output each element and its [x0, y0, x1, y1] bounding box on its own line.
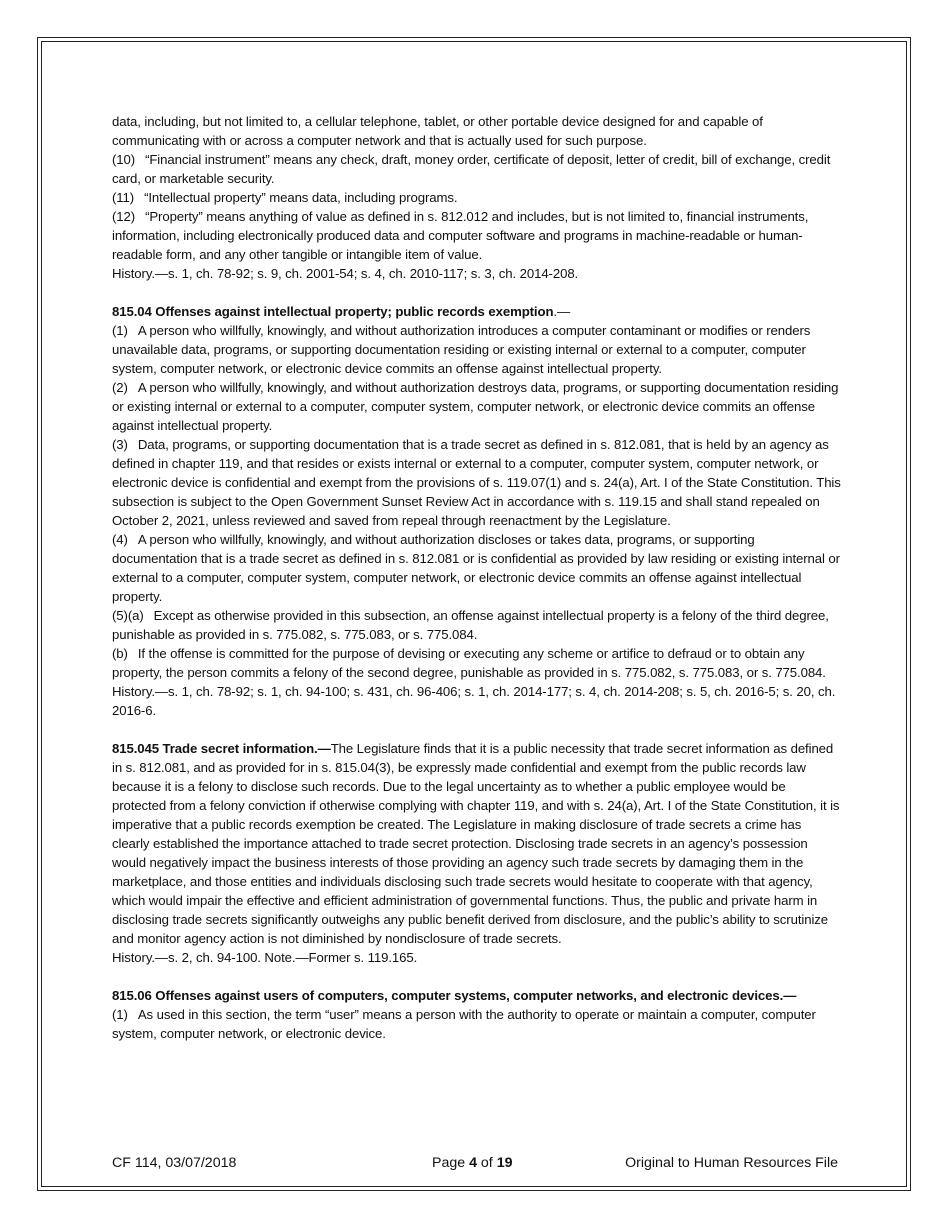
file-destination: Original to Human Resources File [625, 1155, 838, 1171]
definition-11: (11) “Intellectual property” means data, including programs. [112, 190, 458, 205]
subsection-5a: (5)(a) Except as otherwise provided in this subsection, an offense against intellectual property is a felony of the third degree, punishable as provided in s. 775.082, s. 775.083, or s. 775.084. [112, 608, 829, 642]
section-heading-815-045: 815.045 Trade secret information.— [112, 741, 331, 756]
section-heading-815-04: 815.04 Offenses against intellectual property; public records exemption.— [112, 304, 571, 319]
subsection-1: (1) As used in this section, the term “user” means a person with the authority to operate or maintain a computer, computer system, computer network, or electronic device. [112, 1007, 816, 1041]
paragraph-number: (5)(a) [112, 608, 144, 623]
subsection-2: (2) A person who willfully, knowingly, and without authorization destroys data, programs, or supporting documentation residing or existing internal or external to a computer, computer system, computer network, or electronic device commits an offense against intellectual property. [112, 380, 839, 433]
paragraph-number: (4) [112, 532, 128, 547]
page-indicator: Page 4 of 19 [432, 1155, 513, 1171]
paragraph-continued: data, including, but not limited to, a cellular telephone, tablet, or other portable device designed for and capable of communicating with or across a computer network and that is actually used for such purpose. [112, 114, 763, 148]
paragraph-number: (b) [112, 646, 128, 661]
section-815-045: 815.045 Trade secret information.—The Legislature finds that it is a public necessity that trade secret information as defined in s. 812.081, and as provided for in s. 815.04(3), be expressly made confidential and exempt from the public records law because it is a felony to disclose such records. Due to the legal uncertainty as to whether a public employee would be protected from a felony conviction if otherwise complying with chapter 119, and with s. 24(a), Art. I of the State Constitution, it is imperative that a public records exemption be created. The Legislature in making disclosure of trade secrets a crime has clearly established the importance attached to trade secret protection. Disclosing trade secrets in an agency’s possession would negatively impact the business interests of those providing an agency such trade secrets by damaging them in the marketplace, and those entities and individuals disclosing such trade secrets would hesitate to cooperate with that agency, which would impair the effective and efficient administration of governmental functions. Thus, the public and private harm in disclosing trade secrets significantly outweighs any public benefit derived from disclosure, and the public’s ability to scrutinize and monitor agency action is not diminished by nondisclosure of trade secrets. [112, 741, 840, 946]
definition-10: (10) “Financial instrument” means any check, draft, money order, certificate of deposit, letter of credit, bill of exchange, credit card, or marketable security. [112, 152, 831, 186]
subsection-3: (3) Data, programs, or supporting documentation that is a trade secret as defined in s. 812.081, that is held by an agency as defined in chapter 119, and that resides or exists internal or external to a computer, computer system, computer network, or electronic device is confidential and exempt from the provisions of s. 119.07(1) and s. 24(a), Art. I of the State Constitution. This subsection is subject to the Open Government Sunset Review Act in accordance with s. 119.15 and shall stand repealed on October 2, 2021, unless reviewed and saved from repeal through reenactment by the Legislature. [112, 437, 841, 528]
form-number: CF 114, 03/07/2018 [112, 1155, 237, 1171]
paragraph-number: (11) [112, 190, 135, 205]
paragraph-number: (1) [112, 323, 128, 338]
document-body [112, 112, 841, 1043]
definition-12: (12) “Property” means anything of value as defined in s. 812.012 and includes, but is not limited to, financial instruments, information, including electronically produced data and computer software and programs in machine-readable or human-readable form, and any other tangible or intangible item of value. [112, 209, 809, 262]
paragraph-number: (10) [112, 152, 136, 167]
page-footer [112, 1153, 841, 1173]
history-note: History.—s. 1, ch. 78-92; s. 9, ch. 2001-54; s. 4, ch. 2010-117; s. 3, ch. 2014-208. [112, 266, 579, 281]
total-pages: 19 [496, 1155, 513, 1171]
subsection-5b: (b) If the offense is committed for the purpose of devising or executing any scheme or artifice to defraud or to obtain any property, the person commits a felony of the second degree, punishable as provided in s. 775.082, s. 775.083, or s. 775.084. [112, 646, 826, 680]
current-page: 4 [469, 1155, 477, 1171]
paragraph-number: (2) [112, 380, 128, 395]
section-heading-815-06: 815.06 Offenses against users of computers, computer systems, computer networks, and electronic devices.— [112, 988, 797, 1003]
history-note: History.—s. 2, ch. 94-100. Note.—Former s. 119.165. [112, 950, 418, 965]
history-note: History.—s. 1, ch. 78-92; s. 1, ch. 94-100; s. 431, ch. 96-406; s. 1, ch. 2014-177; s. 4, ch. 2014-208; s. 5, ch. 2016-5; s. 20, ch. 2016-6. [112, 684, 836, 718]
paragraph-number: (1) [112, 1007, 128, 1022]
subsection-1: (1) A person who willfully, knowingly, and without authorization introduces a computer contaminant or modifies or renders unavailable data, programs, or supporting documentation residing or existing internal or external to a computer, computer system, computer network, or electronic device commits an offense against intellectual property. [112, 323, 811, 376]
paragraph-number: (12) [112, 209, 136, 224]
paragraph-number: (3) [112, 437, 128, 452]
subsection-4: (4) A person who willfully, knowingly, and without authorization discloses or takes data, programs, or supporting documentation that is a trade secret as defined in s. 812.081 or is confidential as provided by law residing or existing internal or external to a computer, computer system, computer network, or electronic device commits an offense against intellectual property. [112, 532, 840, 604]
